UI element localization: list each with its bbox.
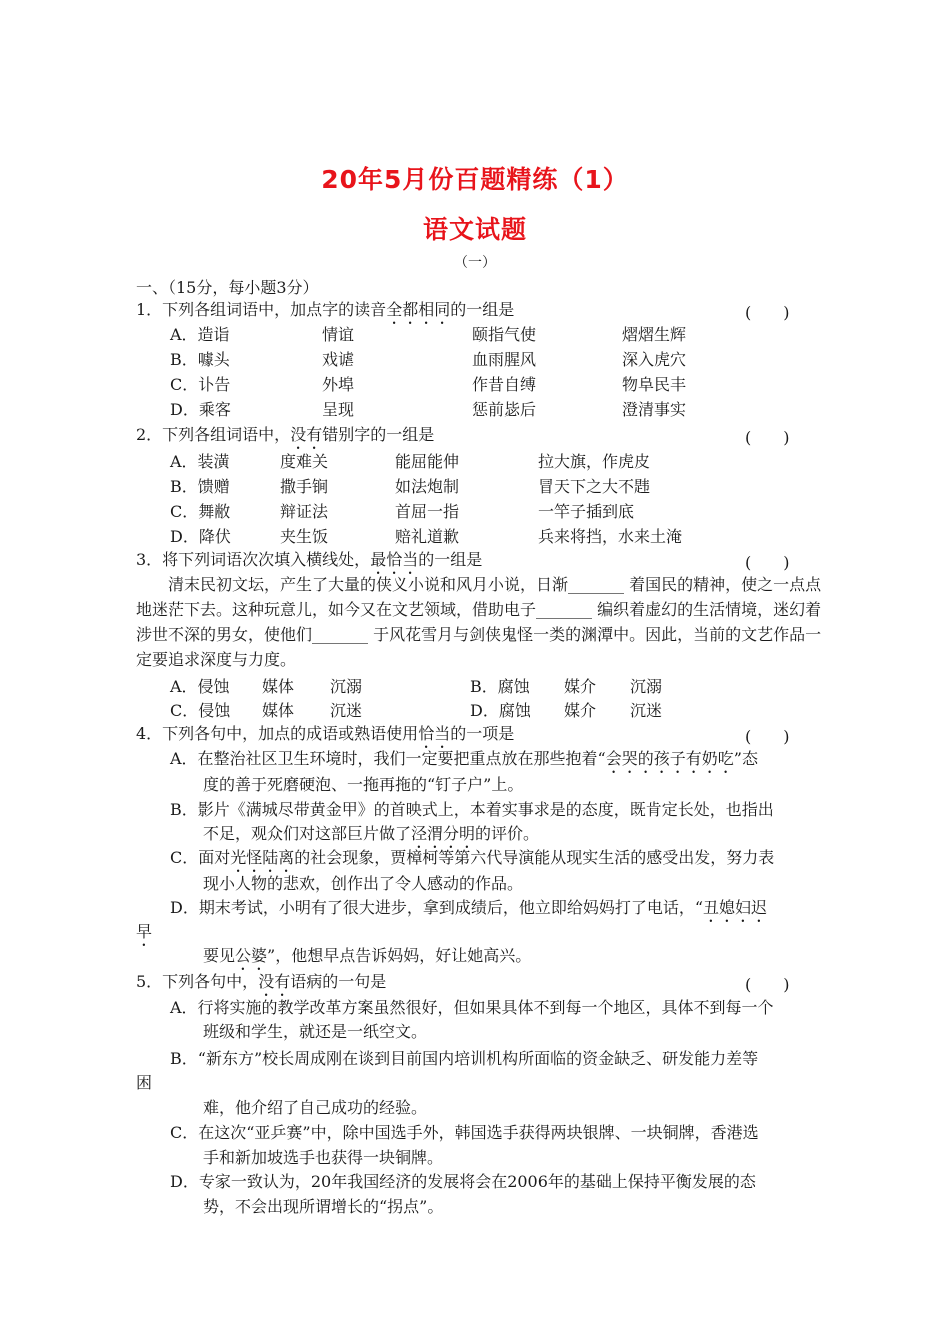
option-word: 戏谑 bbox=[322, 350, 355, 369]
option-b-1: B．噱头 bbox=[170, 350, 230, 369]
option-word: 颐指气使 bbox=[472, 325, 537, 344]
option-word: 呈现 bbox=[322, 400, 355, 419]
option-b-4: B．影片《满城尽带黄金甲》的首映式上，本着实事求是的态度，既肯定长处，也指出 bbox=[170, 800, 774, 819]
option-d-3: D．腐蚀 bbox=[470, 701, 531, 720]
option-word: 沉迷 bbox=[330, 701, 363, 720]
answer-blank-5: ( ) bbox=[745, 975, 790, 994]
answer-blank-2: ( ) bbox=[745, 428, 790, 447]
option-d-2: D．降伏 bbox=[170, 527, 231, 546]
option-word: 熠熠生辉 bbox=[622, 325, 687, 344]
option-word: 拉大旗，作虎皮 bbox=[538, 452, 651, 471]
option-word: 能屈能伸 bbox=[395, 452, 460, 471]
option-b-3: B．腐蚀 bbox=[470, 677, 530, 696]
option-word: 媒体 bbox=[262, 701, 295, 720]
option-a-1: A．造诣 bbox=[170, 325, 230, 344]
option-word: 辩证法 bbox=[280, 502, 329, 521]
option-word: 媒体 bbox=[262, 677, 295, 696]
option-c-3: C．侵蚀 bbox=[170, 701, 231, 720]
option-c-2: C．舞敝 bbox=[170, 502, 231, 521]
option-b-5: B．“新东方”校长周成刚在谈到目前国内培训机构所面临的资金缺乏、研发能力差等 bbox=[170, 1049, 759, 1068]
question-3-stem: 3．将下列词语次次填入横线处，最恰当的一组是 bbox=[136, 550, 483, 569]
option-word: 深入虎穴 bbox=[622, 350, 687, 369]
option-c-4-cont: 现小人物的悲欢，创作出了令人感动的作品。 bbox=[203, 874, 524, 893]
option-d-4: D．期末考试，小明有了很大进步，拿到成绩后，他立即给妈妈打了电话，“丑媳妇迟 bbox=[170, 898, 768, 917]
option-word: 澄清事实 bbox=[622, 400, 687, 419]
option-word: 度难关 bbox=[280, 452, 329, 471]
option-word: 作昔自缚 bbox=[472, 375, 537, 394]
option-a-3: A．侵蚀 bbox=[170, 677, 230, 696]
option-word: 沉溺 bbox=[630, 677, 663, 696]
option-word: 外埠 bbox=[322, 375, 355, 394]
option-b-5-cont: 难，他介绍了自己成功的经验。 bbox=[203, 1098, 428, 1117]
option-word: 撒手锏 bbox=[280, 477, 329, 496]
option-a-5: A．行将实施的教学改革方案虽然很好，但如果具体不到每一个地区，具体不到每一个 bbox=[170, 998, 774, 1017]
option-a-4: A．在整治社区卫生环境时，我们一定要把重点放在那些抱着“会哭的孩子有奶吃”态 bbox=[170, 749, 758, 768]
question-5-stem: 5．下列各句中，没有语病的一句是 bbox=[136, 972, 387, 991]
option-b-4-cont: 不足，观众们对这部巨片做了泾渭分明的评价。 bbox=[203, 824, 540, 843]
option-a-2: A．装潢 bbox=[170, 452, 230, 471]
option-b-5-wrap: 困 bbox=[136, 1073, 153, 1092]
answer-blank-4: ( ) bbox=[745, 727, 790, 746]
question-3-passage: 清末民初文坛，产生了大量的侠义小说和风月小说，日渐_______ 着国民的精神，使之一点点地迷茫下去。这种玩意儿，如今又在文艺领域，借助电子_______ 编织着虚幻的生活情境，迷幻着涉世不深的男女，使他们_______ 于风花雪月与剑侠鬼怪一类的渊潭中。因此，当前的文艺作品一定要追求深度与力度。 bbox=[136, 575, 822, 669]
question-1-stem: 1．下列各组词语中，加点字的读音全都相同的一组是 bbox=[136, 300, 515, 319]
option-d-4-wrap: 早 bbox=[136, 922, 153, 941]
option-word: 如法炮制 bbox=[395, 477, 460, 496]
subject-title: 语文试题 bbox=[422, 215, 527, 244]
page-title: 20年5月份百题精练（1） bbox=[321, 165, 629, 194]
option-d-4-cont: 要见公婆”，他想早点告诉妈妈，好让她高兴。 bbox=[203, 946, 532, 965]
option-word: 兵来将挡，水来土淹 bbox=[538, 527, 683, 546]
option-word: 夹生饭 bbox=[280, 527, 329, 546]
section-heading: 一、（15分，每小题3分） bbox=[136, 278, 319, 297]
option-c-1: C．讣告 bbox=[170, 375, 231, 394]
option-a-5-cont: 班级和学生，就还是一纸空文。 bbox=[203, 1022, 428, 1041]
option-c-5-cont: 手和新加坡选手也获得一块铜牌。 bbox=[203, 1148, 444, 1167]
option-word: 首屈一指 bbox=[395, 502, 460, 521]
option-d-5: D．专家一致认为，20年我国经济的发展将会在2006年的基础上保持平衡发展的态 bbox=[170, 1172, 756, 1191]
option-c-5: C．在这次“亚乒赛”中，除中国选手外，韩国选手获得两块银牌、一块铜牌，香港选 bbox=[170, 1123, 759, 1142]
part-label: （一） bbox=[454, 255, 496, 271]
option-d-1: D．乘客 bbox=[170, 400, 231, 419]
option-word: 冒天下之大不韪 bbox=[538, 477, 651, 496]
question-2-stem: 2．下列各组词语中，没有错别字的一组是 bbox=[136, 425, 435, 444]
option-word: 媒介 bbox=[564, 677, 597, 696]
option-c-4: C．面对光怪陆离的社会现象，贾樟柯等第六代导演能从现实生活的感受出发，努力表 bbox=[170, 848, 775, 867]
option-word: 沉溺 bbox=[330, 677, 363, 696]
option-word: 血雨腥风 bbox=[472, 350, 537, 369]
option-word: 惩前毖后 bbox=[472, 400, 537, 419]
option-word: 沉迷 bbox=[630, 701, 663, 720]
option-word: 媒介 bbox=[564, 701, 597, 720]
option-a-4-cont: 度的善于死磨硬泡、一拖再拖的“钉子户”上。 bbox=[203, 775, 524, 794]
answer-blank-1: ( ) bbox=[745, 303, 790, 322]
option-word: 物阜民丰 bbox=[622, 375, 687, 394]
option-word: 赔礼道歉 bbox=[395, 527, 460, 546]
answer-blank-3: ( ) bbox=[745, 553, 790, 572]
option-word: 一竿子插到底 bbox=[538, 502, 635, 521]
option-d-5-cont: 势，不会出现所谓增长的“拐点”。 bbox=[203, 1197, 444, 1216]
option-word: 情谊 bbox=[322, 325, 355, 344]
option-b-2: B．馈赠 bbox=[170, 477, 230, 496]
question-4-stem: 4．下列各句中，加点的成语或熟语使用恰当的一项是 bbox=[136, 724, 515, 743]
